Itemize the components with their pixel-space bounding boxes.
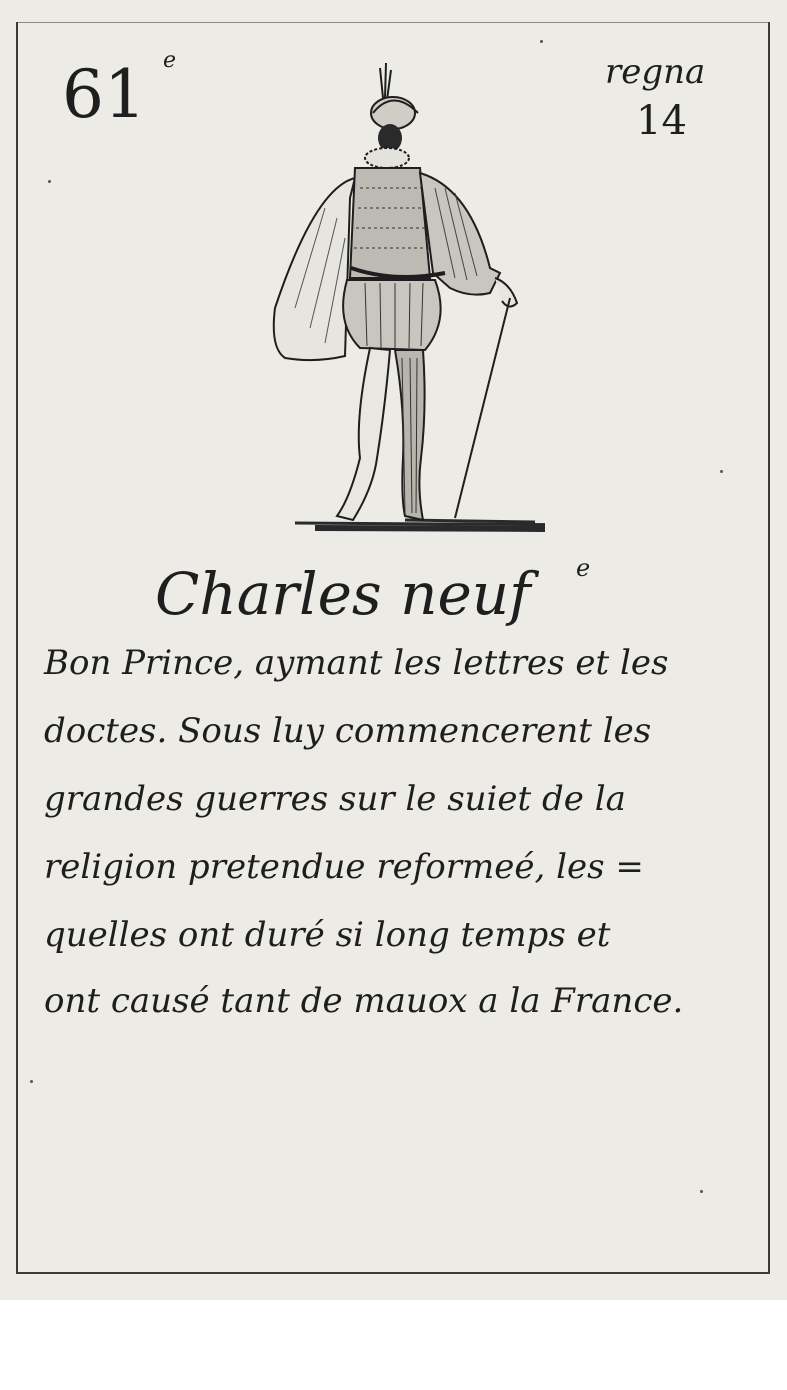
- paper-speck: [30, 1080, 33, 1083]
- card-text-line: Bon Prince, aymant les lettres et les: [44, 643, 669, 683]
- card-number-suffix: e: [163, 48, 177, 73]
- frame-right-line: [768, 22, 770, 1274]
- card-text-line: doctes. Sous luy commencerent les: [44, 711, 652, 751]
- card-title-suffix: e: [576, 554, 591, 582]
- paper-speck: [700, 1190, 703, 1193]
- frame-left-line: [16, 22, 18, 1274]
- frame-bottom-line: [16, 1272, 770, 1274]
- regna-value: 14: [636, 98, 687, 144]
- paper-speck: [48, 180, 51, 183]
- card-title: Charles neuf: [155, 560, 531, 628]
- king-figure-engraving: [255, 58, 545, 538]
- paper-speck: [540, 40, 543, 43]
- card-number: 61: [62, 56, 146, 133]
- frame-top-line: [16, 22, 770, 23]
- paper-speck: [720, 470, 723, 473]
- card-text-line: religion pretendue reformeé, les =: [44, 847, 644, 887]
- card-text-line: ont causé tant de mauox a la France.: [44, 981, 684, 1021]
- card-text-line: grandes guerres sur le suiet de la: [44, 779, 626, 819]
- regna-label: regna: [605, 52, 706, 92]
- card-text-line: quelles ont duré si long temps et: [44, 915, 611, 955]
